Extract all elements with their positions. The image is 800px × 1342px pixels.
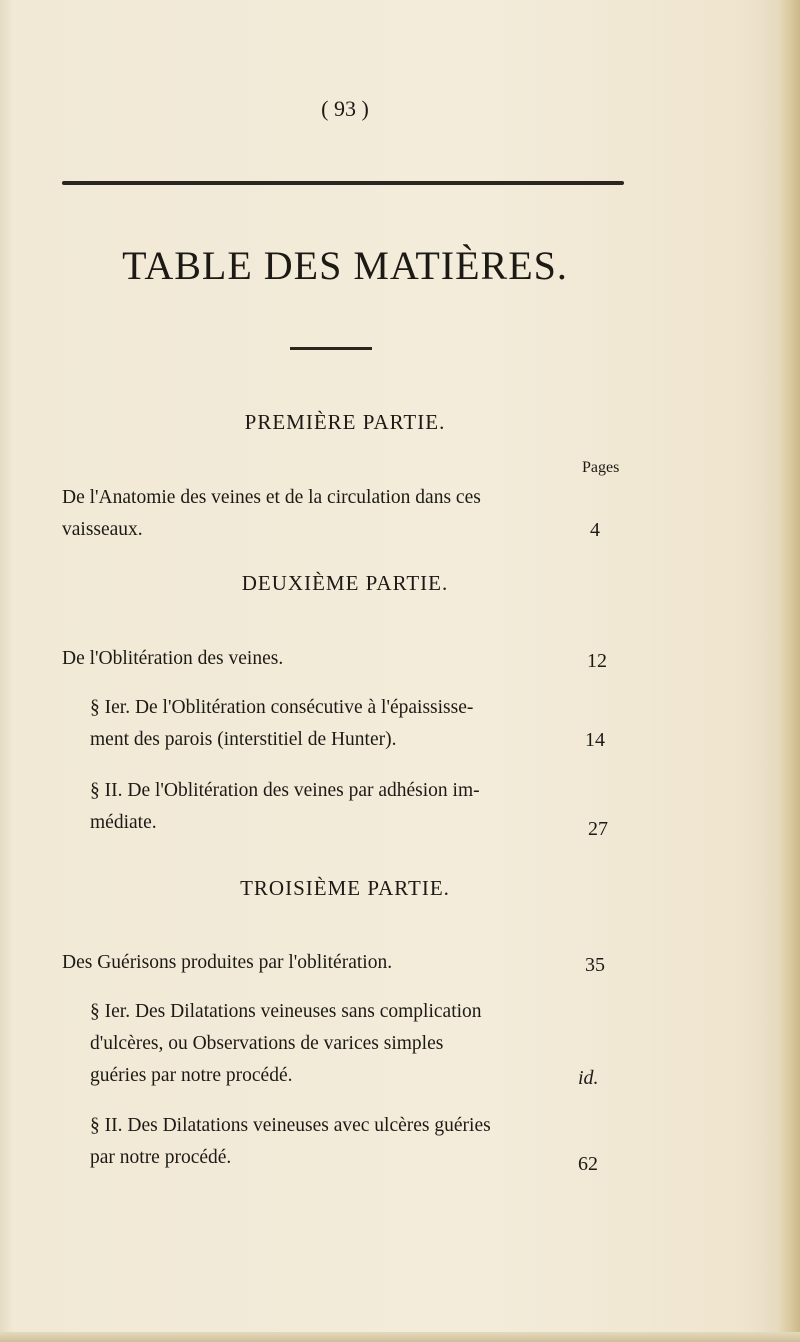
page-bottom-edge	[0, 1332, 800, 1342]
toc-entry-line: par notre procédé.	[90, 1147, 232, 1168]
page-number: ( 93 )	[321, 96, 369, 121]
toc-entry-line: De l'Oblitération des veines.	[62, 648, 284, 669]
pages-column-label: Pages	[582, 459, 620, 476]
toc-entry-line: § II. Des Dilatations veineuses avec ulcères guéries	[90, 1115, 491, 1136]
toc-page-number: 27	[588, 818, 608, 840]
toc-page-number: 35	[585, 954, 605, 976]
toc-page-number: 62	[578, 1153, 598, 1175]
toc-page-number: 4	[590, 519, 600, 541]
top-rule	[62, 181, 624, 185]
toc-entry-line: Des Guérisons produites par l'oblitération.	[62, 952, 393, 973]
toc-page-number: 12	[587, 650, 607, 672]
part-heading-2: DEUXIÈME PARTIE.	[241, 571, 449, 595]
page-title: TABLE DES MATIÈRES.	[122, 243, 568, 288]
toc-entry-line: De l'Anatomie des veines et de la circulation dans ces	[62, 487, 481, 508]
toc-entry-line: § II. De l'Oblitération des veines par adhésion im-	[90, 780, 480, 801]
part-heading-1: PREMIÈRE PARTIE.	[244, 410, 446, 434]
toc-entry-line: ment des parois (interstitiel de Hunter).	[90, 729, 397, 750]
title-rule	[290, 347, 372, 350]
toc-entry-line: d'ulcères, ou Observations de varices simples	[90, 1033, 444, 1054]
toc-entry-line: § Ier. De l'Oblitération consécutive à l'épaississe-	[90, 697, 474, 718]
toc-page-number: id.	[578, 1067, 599, 1089]
toc-entry-line: guéries par notre procédé.	[90, 1065, 293, 1086]
toc-entry-line: médiate.	[90, 812, 157, 833]
part-heading-3: TROISIÈME PARTIE.	[240, 876, 450, 900]
page-edge	[778, 0, 800, 1342]
toc-entry-line: § Ier. Des Dilatations veineuses sans complication	[90, 1001, 482, 1022]
toc-page-number: 14	[585, 729, 605, 751]
toc-entry-line: vaisseaux.	[62, 519, 143, 540]
